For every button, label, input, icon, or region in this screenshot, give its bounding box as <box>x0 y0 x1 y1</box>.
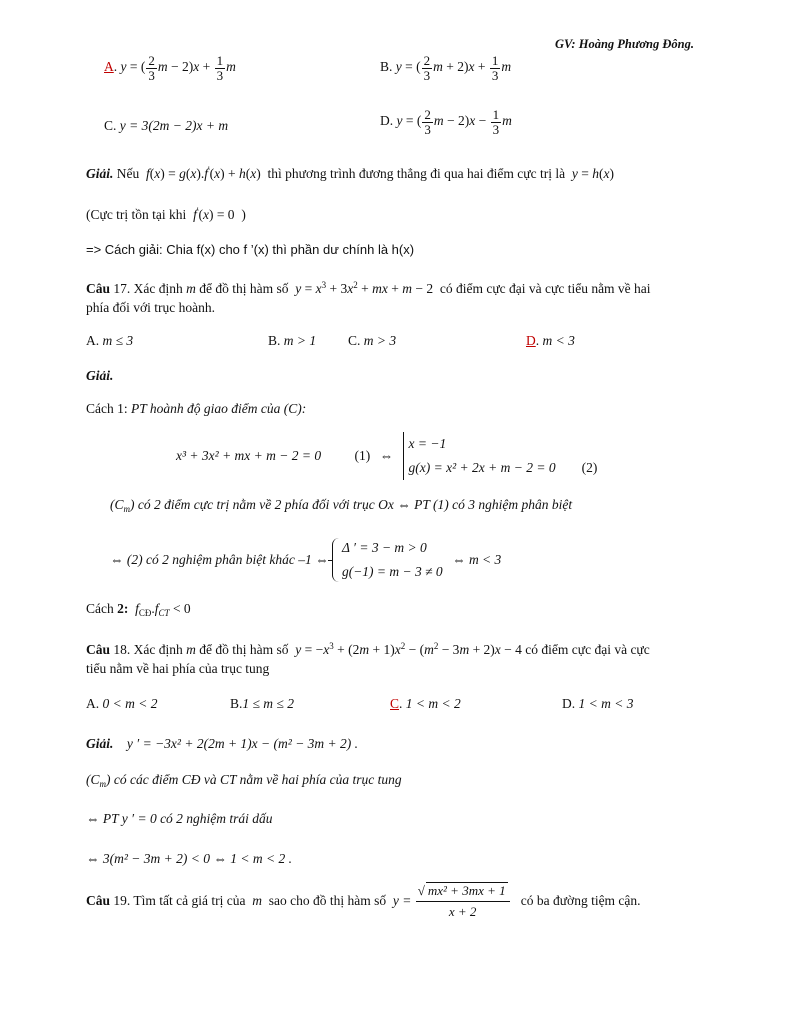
q17-option-c: C. m > 3 <box>348 333 397 348</box>
q18-question: Câu 18. Xác định m để đồ thị hàm số $y = -x^3 + (2m + 1)x^2 - (m^2 - 3m + 2)x - 4$ có điểm cực đại và cực tiểu nằm về hai phía của trục tung <box>86 641 650 676</box>
q18-option-b: B.1 ≤ m ≤ 2 <box>230 696 294 711</box>
q17-method2: Cách 2: $f_{CĐ}.f_{CT} < 0$ <box>86 601 191 618</box>
q18-line-pt: ⇔ PT y ′ = 0 có 2 nghiệm trái dấu <box>86 811 273 826</box>
q17-line-cm: $(C_m)$ có 2 điểm cực trị nằm về 2 phía đối với trục Ox ⇔ PT (1) có 3 nghiệm phân biệt <box>110 497 573 514</box>
q16-condition: (Cực trị tồn tại khi f'(x) = 0 ) <box>86 206 246 222</box>
q17-equation: x³ + 3x² + mx + m − 2 = 0 (1) ⇔ x = −1 g(x) = x² + 2x + m − 2 = 0 (2) <box>176 432 597 480</box>
q17-question: Câu 17. Xác định m để đồ thị hàm số $y = x^3 + 3x^2$ + mx + m − 2 có điểm cực đại và cực tiểu nằm về hai phía đối với trục hoành. <box>86 280 651 315</box>
q16-option-b: B. y = ( $\frac{2}{3}$ m + 2)x + $\frac{1}{3}$ m <box>380 53 512 83</box>
q18-option-d: D. 1 < m < 3 <box>562 696 634 711</box>
header-author: GV: Hoàng Phương Đông. <box>555 37 694 51</box>
q19-question: Câu 19. Tìm tất cả giá trị của m sao cho đồ thị hàm số y = $\frac{\text{√ mx² + 3mx + 1}}{x + 2}$ có ba đường tiệm cận. <box>86 883 641 919</box>
q17-option-d: D. m < 3 <box>526 333 575 348</box>
q17-case-system: x = −1 g(x) = x² + 2x + m − 2 = 0 (2) <box>403 432 598 480</box>
q16-option-c: C. y = 3(2m − 2)x + m <box>104 118 229 133</box>
q18-solution: Giải. y ′ = −3x² + 2(2m + 1)x − (m² − 3m + 2) . <box>86 736 359 751</box>
q18-option-c: C. 1 < m < 2 <box>390 696 461 711</box>
q17-condition-system: Δ ′ = 3 − m > 0 g(−1) = m − 3 ≠ 0 <box>332 536 443 584</box>
q17-method1: Cách 1: PT hoành độ giao điểm của (C): <box>86 401 307 416</box>
q16-method: => Cách giải: Chia f(x) cho f ’(x) thì phần dư chính là h(x) <box>86 242 415 257</box>
q17-solution-label: Giải. <box>86 368 114 383</box>
q16-option-a: A. y = ( $\frac{2}{3}$ m − 2)x + $\frac{1}{3}$ m <box>104 53 236 83</box>
q18-line-final: ⇔ 3(m² − 3m + 2) < 0 ⇔ 1 < m < 2 . <box>86 851 292 866</box>
q16-solution-line: Giải. Nếu f(x) = g(x).f'(x) + h(x) thì phương trình đương thẳng đi qua hai điểm cực trị là y = h(x) <box>86 165 614 181</box>
q17-option-a: A. m ≤ 3 <box>86 333 134 348</box>
q18-line-cm: $(C_m)$ có các điểm CĐ và CT nằm về hai phía của trục tung <box>86 772 402 789</box>
q19-function-fraction: $\frac{\text{√ mx² + 3mx + 1}}{x + 2}$ <box>416 884 510 918</box>
q17-line-g: ⇔ (2) có 2 nghiệm phân biệt khác –1 ⇔ Δ ′ = 3 − m > 0 g(−1) = m − 3 ≠ 0 ⇔ m < 3 <box>110 536 501 584</box>
q18-option-a: A. 0 < m < 2 <box>86 696 158 711</box>
q16-option-d: D. y = ( $\frac{2}{3}$ m − 2)x − $\frac{1}{3}$ m <box>380 107 512 137</box>
q17-option-b: B. m > 1 <box>268 333 317 348</box>
